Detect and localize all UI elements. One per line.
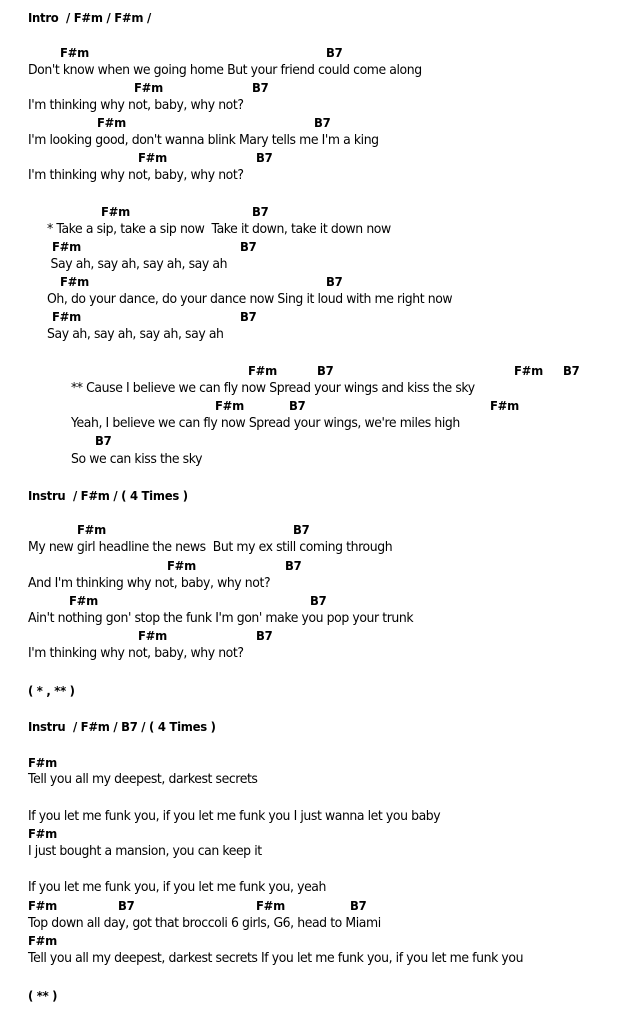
lyric-line: Yeah, I believe we can fly now Spread your wings, we're miles high bbox=[71, 416, 460, 431]
chord: F#m bbox=[167, 558, 196, 573]
lyric-line: I'm looking good, don't wanna blink Mary tells me I'm a king bbox=[28, 133, 379, 148]
chord: F#m bbox=[77, 522, 106, 537]
chord: B7 bbox=[310, 593, 327, 608]
lyric-line: Say ah, say ah, say ah, say ah bbox=[47, 327, 224, 342]
chord: B7 bbox=[317, 363, 334, 378]
repeat-marker: ( ** ) bbox=[28, 988, 58, 1003]
lyric-line: So we can kiss the sky bbox=[71, 452, 203, 467]
lyric-line: Oh, do your dance, do your dance now Sing it loud with me right now bbox=[47, 292, 453, 307]
chord: F#m bbox=[52, 309, 81, 324]
lyric-line: My new girl headline the news But my ex still coming through bbox=[28, 540, 393, 555]
chord: F#m bbox=[256, 898, 285, 913]
chord: F#m bbox=[60, 45, 89, 60]
instrumental-header: Instru / F#m / ( 4 Times ) bbox=[28, 488, 188, 503]
lyric-line: Ain't nothing gon' stop the funk I'm gon' make you pop your trunk bbox=[28, 611, 414, 626]
lyric-line: I'm thinking why not, baby, why not? bbox=[28, 98, 244, 113]
lyric-line: If you let me funk you, if you let me funk you I just wanna let you baby bbox=[28, 809, 441, 824]
lyric-line: Tell you all my deepest, darkest secrets If you let me funk you, if you let me funk you bbox=[28, 951, 524, 966]
chord: F#m bbox=[101, 204, 130, 219]
chord: F#m bbox=[134, 80, 163, 95]
chord: B7 bbox=[289, 398, 306, 413]
chord: F#m bbox=[28, 898, 57, 913]
lyric-line: Say ah, say ah, say ah, say ah bbox=[47, 257, 228, 272]
lyric-line: I just bought a mansion, you can keep it bbox=[28, 844, 262, 859]
chord: F#m bbox=[215, 398, 244, 413]
chord: B7 bbox=[314, 115, 331, 130]
chord: B7 bbox=[326, 45, 343, 60]
lyric-line: Don't know when we going home But your friend could come along bbox=[28, 63, 422, 78]
chord: B7 bbox=[350, 898, 367, 913]
chord: B7 bbox=[252, 80, 269, 95]
lyric-line: Tell you all my deepest, darkest secrets bbox=[28, 772, 258, 787]
chord: F#m bbox=[97, 115, 126, 130]
lyric-line: * Take a sip, take a sip now Take it down, take it down now bbox=[47, 222, 391, 237]
chord: F#m bbox=[138, 150, 167, 165]
chord: B7 bbox=[293, 522, 310, 537]
chord: B7 bbox=[326, 274, 343, 289]
chord: F#m bbox=[28, 755, 57, 770]
chord: B7 bbox=[256, 628, 273, 643]
chord: B7 bbox=[240, 309, 257, 324]
repeat-marker: ( * , ** ) bbox=[28, 683, 75, 698]
chord: F#m bbox=[490, 398, 519, 413]
chord: B7 bbox=[118, 898, 135, 913]
lyric-line: ** Cause I believe we can fly now Spread your wings and kiss the sky bbox=[71, 381, 475, 396]
chord: F#m bbox=[28, 826, 57, 841]
chord: F#m bbox=[28, 933, 57, 948]
chord: B7 bbox=[563, 363, 580, 378]
lyric-line: If you let me funk you, if you let me funk you, yeah bbox=[28, 880, 327, 895]
lyric-line: I'm thinking why not, baby, why not? bbox=[28, 646, 244, 661]
chord: F#m bbox=[248, 363, 277, 378]
intro-header: Intro / F#m / F#m / bbox=[28, 10, 151, 25]
lyric-line: I'm thinking why not, baby, why not? bbox=[28, 168, 244, 183]
chord: B7 bbox=[240, 239, 257, 254]
chord: B7 bbox=[252, 204, 269, 219]
chord: F#m bbox=[60, 274, 89, 289]
chord: B7 bbox=[285, 558, 302, 573]
chord: B7 bbox=[95, 433, 112, 448]
chord: F#m bbox=[52, 239, 81, 254]
chord: F#m bbox=[514, 363, 543, 378]
instrumental-header: Instru / F#m / B7 / ( 4 Times ) bbox=[28, 719, 216, 734]
chord: F#m bbox=[69, 593, 98, 608]
lyric-line: And I'm thinking why not, baby, why not? bbox=[28, 576, 271, 591]
lyric-line: Top down all day, got that broccoli 6 girls, G6, head to Miami bbox=[28, 916, 381, 931]
chord: F#m bbox=[138, 628, 167, 643]
chord: B7 bbox=[256, 150, 273, 165]
